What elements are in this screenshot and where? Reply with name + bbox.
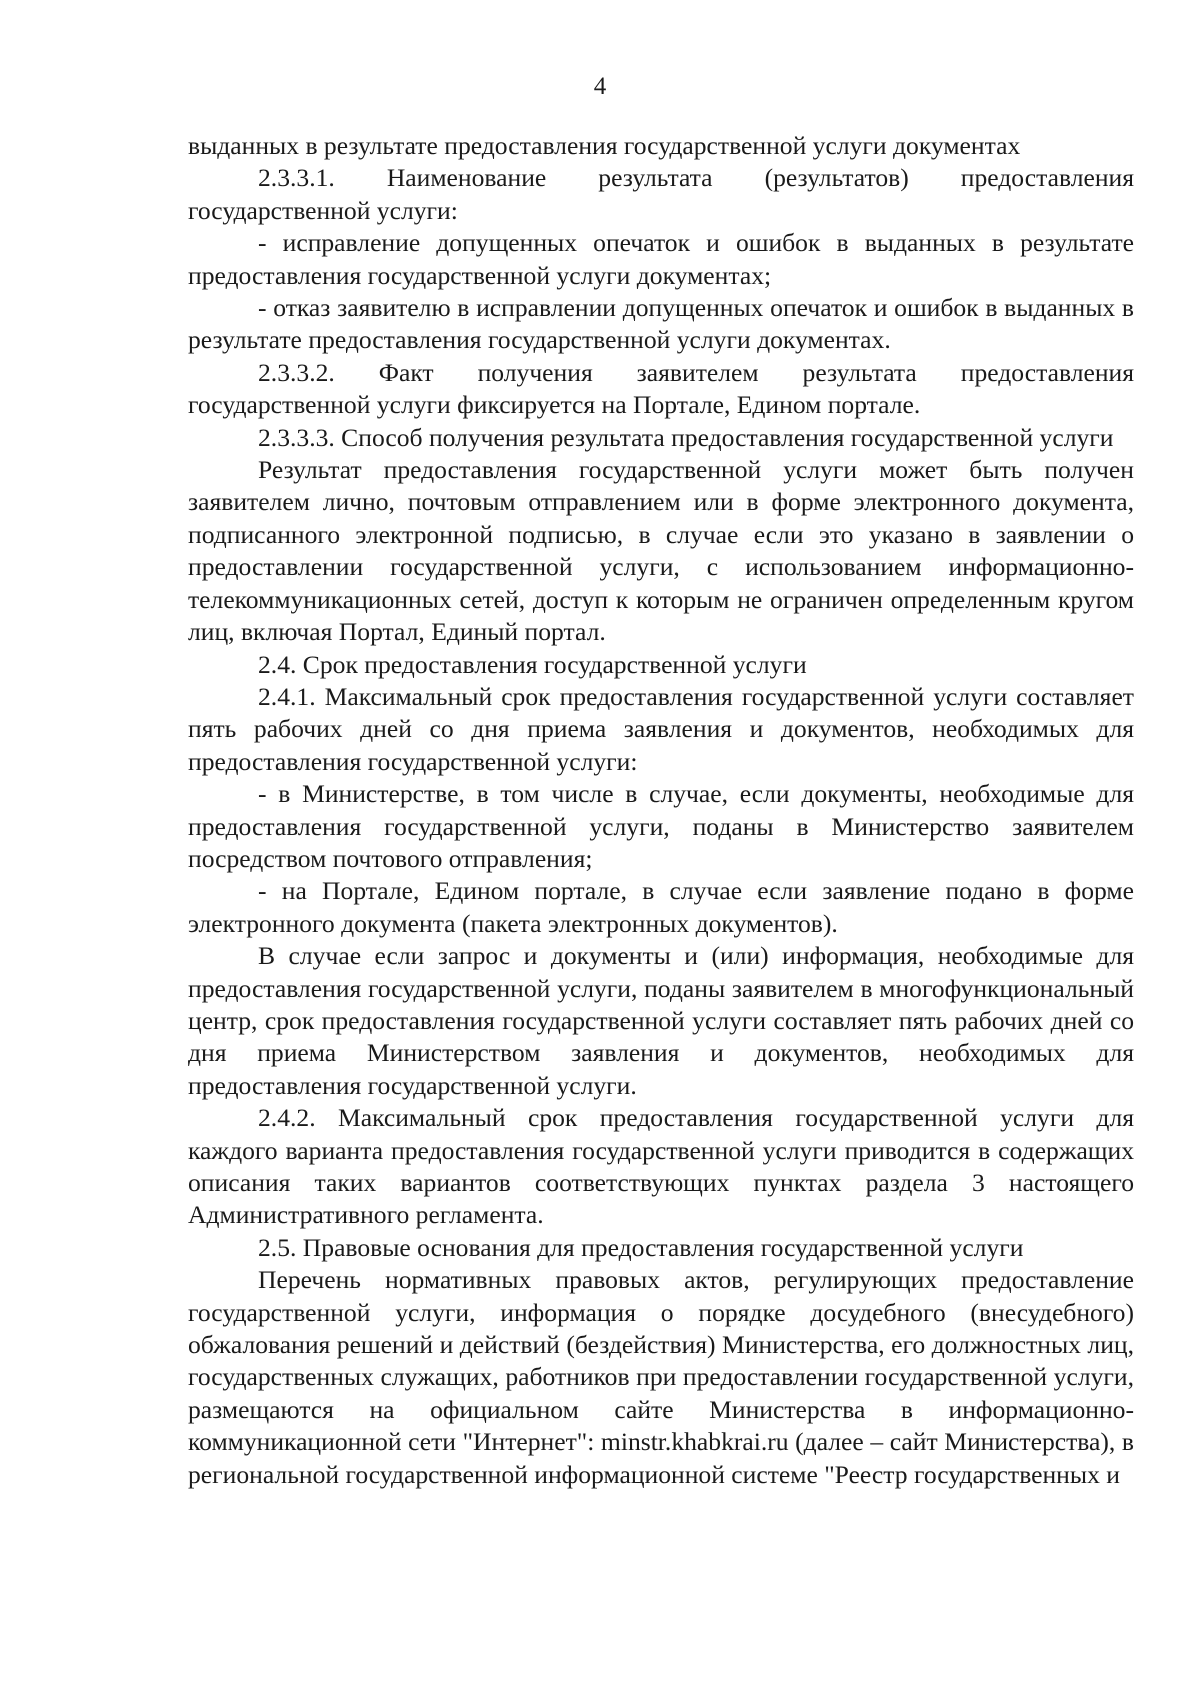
paragraph: - отказ заявителю в исправлении допущенных опечаток и ошибок в выданных в результате предоставления государственной услуги документах.: [188, 293, 1134, 355]
section-heading: 2.4. Срок предоставления государственной услуги: [258, 649, 807, 679]
page-number: 4: [593, 73, 607, 100]
section-heading: 2.5. Правовые основания для предоставления государственной услуги: [258, 1232, 1024, 1262]
document-body: [188, 130, 1134, 1491]
paragraph: 2.3.3.3. Способ получения результата предоставления государственной услуги: [258, 422, 1114, 452]
paragraph: 2.4.2. Максимальный срок предоставления государственной услуги для каждого варианта предоставления государственной услуги приводится в содержащих описания таких вариантов соответствующих пунктах раздела 3 настоящего Административного регламента.: [188, 1103, 1134, 1230]
paragraph: - на Портале, Едином портале, в случае если заявление подано в форме электронного документа (пакета электронных документов).: [188, 876, 1134, 938]
paragraph: - в Министерстве, в том числе в случае, если документы, необходимые для предоставления государственной услуги, поданы в Министерство заявителем посредством почтового отправления;: [188, 779, 1134, 873]
paragraph: 2.3.3.1. Наименование результата (результатов) предоставления государственной услуги:: [188, 163, 1134, 225]
paragraph: Перечень нормативных правовых актов, регулирующих предоставление государственной услуги, информация о порядке досудебного (внесудебного) обжалования решений и действий (бездействия) Министерства, его должностных лиц, государственных служащих, работников при предоставлении государственной услуги, размещаются на официальном сайте Министерства в информационно-коммуникационной сети "Интернет": minstr.khabkrai.ru (далее – сайт Министерства), в региональной государственной информационной системе "Реестр государственных и: [188, 1265, 1134, 1489]
paragraph: - исправление допущенных опечаток и ошибок в выданных в результате предоставления государственной услуги документах;: [188, 228, 1134, 290]
paragraph: выданных в результате предоставления государственной услуги документах: [188, 131, 1021, 160]
paragraph: 2.3.3.2. Факт получения заявителем результата предоставления государственной услуги фиксируется на Портале, Едином портале.: [188, 357, 1134, 420]
paragraph: Результат предоставления государственной услуги может быть получен заявителем лично, почтовым отправлением или в форме электронного документа, подписанного электронной подписью, в случае если это указано в заявлении о предоставлении государственной услуги, с использованием информационно-телекоммуникационных сетей, доступ к которым не ограничен определенным кругом лиц, включая Портал, Единый портал.: [188, 455, 1134, 647]
paragraph: 2.4.1. Максимальный срок предоставления государственной услуги составляет пять рабочих дней со дня приема заявления и документов, необходимых для предоставления государственной услуги:: [188, 681, 1134, 776]
paragraph: В случае если запрос и документы и (или) информация, необходимые для предоставления государственной услуги, поданы заявителем в многофункциональный центр, срок предоставления государственной услуги составляет пять рабочих дней со дня приема Министерством заявления и документов, необходимых для предоставления государственной услуги.: [188, 941, 1134, 1100]
